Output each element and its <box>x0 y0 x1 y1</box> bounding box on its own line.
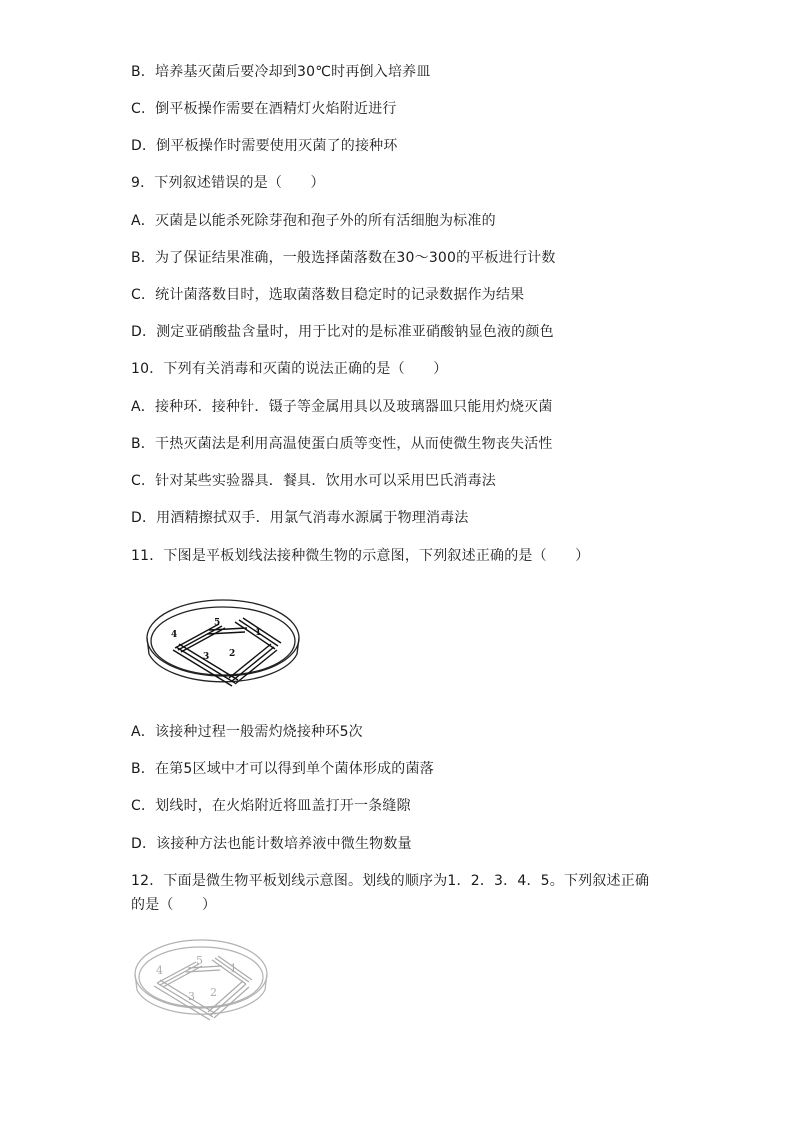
q12-petri-dish-svg <box>130 932 272 1032</box>
streak-region-4 <box>175 624 225 652</box>
q12-stem-line1: 12．下面是微生物平板划线示意图。划线的顺序为1．2．3．4．5。下列叙述正确 <box>131 873 650 889</box>
q9-option-b: B．为了保证结果准确，一般选择菌落数在30～300的平板进行计数 <box>131 250 556 266</box>
q12-region-label-2: 2 <box>210 986 217 999</box>
q9-stem: 9．下列叙述错误的是（ ） <box>131 175 325 191</box>
q11-petri-dish-figure <box>143 592 303 698</box>
q11-region-label-4: 4 <box>171 630 178 640</box>
q12-streak-5 <box>186 966 222 972</box>
q11-option-b: B．在第5区域中才可以得到单个菌体形成的菌落 <box>131 761 434 777</box>
q11-region-label-3: 3 <box>203 652 210 662</box>
q10-stem: 10．下列有关消毒和灭菌的说法正确的是（ ） <box>131 361 448 377</box>
q12-stem-line2: 的是（ ） <box>131 897 217 913</box>
q12-dish-rim-outer <box>135 940 267 1008</box>
q11-option-a: A．该接种过程一般需灼烧接种环5次 <box>131 724 363 740</box>
q11-option-c: C．划线时，在火焰附近将皿盖打开一条缝隙 <box>131 798 411 814</box>
q11-region-label-5: 5 <box>214 618 221 628</box>
q8-option-b: B．培养基灭菌后要冷却到30℃时再倒入培养皿 <box>131 64 431 80</box>
q8-option-c: C．倒平板操作需要在酒精灯火焰附近进行 <box>131 101 397 117</box>
q12-petri-dish-figure <box>130 932 272 1032</box>
q11-region-label-1: 1 <box>255 628 262 638</box>
q11-option-d: D．该接种方法也能计数培养液中微生物数量 <box>131 836 412 852</box>
q9-option-a: A．灭菌是以能杀死除芽孢和孢子外的所有活细胞为标准的 <box>131 213 496 229</box>
q12-region-label-5: 5 <box>196 954 203 967</box>
q10-option-a: A．接种环．接种针．镊子等金属用具以及玻璃器皿只能用灼烧灭菌 <box>131 399 553 415</box>
q12-region-label-1: 1 <box>230 962 237 975</box>
q10-option-d: D．用酒精擦拭双手．用氯气消毒水源属于物理消毒法 <box>131 510 469 526</box>
q11-region-label-2: 2 <box>229 649 236 659</box>
streak-region-2 <box>229 644 277 684</box>
dish-rim-inner <box>151 607 295 675</box>
q11-petri-dish-svg <box>143 592 303 698</box>
q10-option-b: B．干热灭菌法是利用高温使蛋白质等变性，从而使微生物丧失活性 <box>131 436 553 452</box>
q9-option-d: D．测定亚硝酸盐含量时，用于比对的是标准亚硝酸钠显色液的颜色 <box>131 324 554 340</box>
q12-region-label-4: 4 <box>156 964 163 977</box>
q8-option-d: D．倒平板操作时需要使用灭菌了的接种环 <box>131 138 398 154</box>
q10-option-c: C．针对某些实验器具．餐具．饮用水可以采用巴氏消毒法 <box>131 473 496 489</box>
q11-stem: 11．下图是平板划线法接种微生物的示意图，下列叙述正确的是（ ） <box>131 548 590 564</box>
q9-option-c: C．统计菌落数目时，选取菌落数目稳定时的记录数据作为结果 <box>131 287 525 303</box>
q12-region-label-3: 3 <box>188 990 195 1003</box>
